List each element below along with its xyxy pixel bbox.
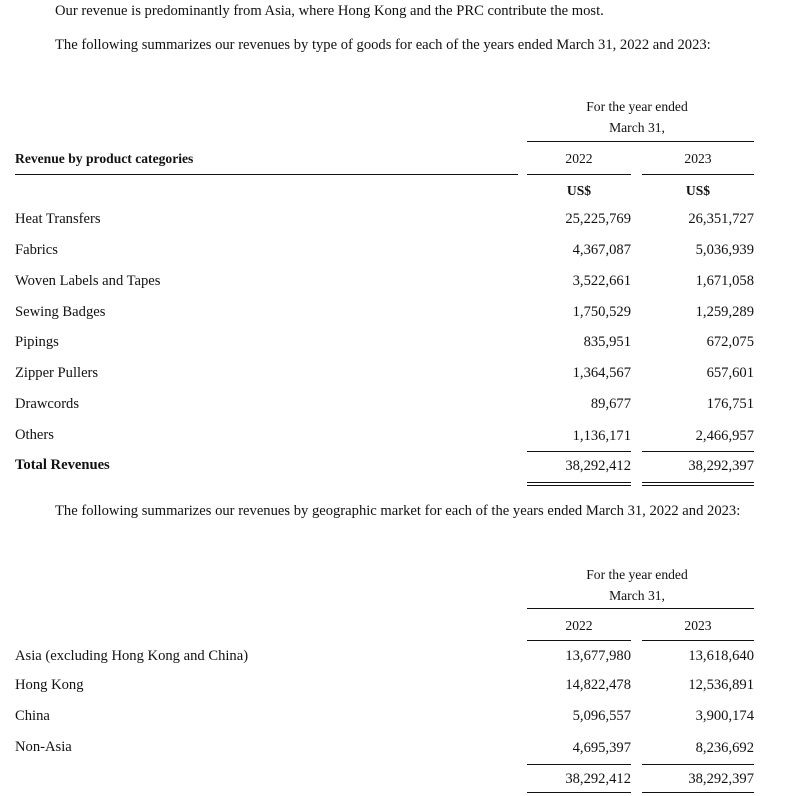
product-row-2023: 176,751 [706,396,754,412]
geo-total-rule-2022 [527,764,631,765]
geo-row-label: Hong Kong [15,677,84,693]
product-row-2023: 26,351,727 [688,211,754,227]
product-row-label: Fabrics [15,242,58,258]
product-row-label: Sewing Badges [15,304,106,320]
geo-header-underline-2023 [642,640,754,641]
geo-year-2023: 2023 [684,618,712,633]
product-row-label: Zipper Pullers [15,365,99,381]
geo-row-2022: 4,695,397 [572,740,631,756]
geo-header-rule [527,608,754,609]
product-header-line2: March 31, [609,120,665,135]
product-row-2022: 25,225,769 [565,211,631,227]
product-header-underline-2022 [527,174,631,175]
product-row-2023: 657,601 [706,365,754,381]
intro-sentence: Our revenue is predominantly from Asia, where Hong Kong and the PRC contribute the most. [55,3,604,19]
product-row-2023: 5,036,939 [695,242,754,258]
product-table-period-header [520,96,754,138]
product-currency-2023: US$ [685,183,711,198]
geo-row-label: Asia (excluding Hong Kong and China) [15,648,249,664]
geo-intro-paragraph [15,500,753,522]
product-category-header: Revenue by product categories [15,151,194,166]
product-year-2023: 2023 [684,151,712,166]
product-row-2022: 1,364,567 [572,365,631,381]
geo-total-2023: 38,292,397 [688,771,754,787]
product-row-label: Others [15,427,54,443]
product-total-double-rule-2022-b [527,485,631,486]
geo-total-double-rule-2022 [527,792,631,793]
geo-table-period-header [520,564,754,606]
product-row-2023: 2,466,957 [695,428,754,444]
geo-intro-text: The following summarizes our revenues by geographic market for each of the years ended March 31, 2022 and 2023: [55,503,741,519]
product-row-2023: 1,259,289 [695,304,754,320]
geo-row-2023: 12,536,891 [688,677,754,693]
geo-year-2022: 2022 [565,618,593,633]
product-header-underline-2023 [642,174,754,175]
geo-total-rule-2023 [642,764,754,765]
product-row-2022: 89,677 [590,396,631,412]
product-total-label: Total Revenues [15,457,110,473]
product-row-label: Heat Transfers [15,211,101,227]
geo-row-2023: 3,900,174 [695,708,754,724]
geo-row-2023: 13,618,640 [688,648,754,664]
product-total-rule-2023 [642,451,754,452]
product-row-2022: 1,750,529 [572,304,631,320]
product-total-double-rule-2023-a [642,482,754,483]
product-row-2022: 3,522,661 [572,273,631,289]
geo-total-2022: 38,292,412 [565,771,631,787]
product-row-2022: 4,367,087 [572,242,631,258]
geo-row-2022: 13,677,980 [565,648,631,664]
geo-header-underline-2022 [527,640,631,641]
geo-row-2022: 5,096,557 [572,708,631,724]
product-header-line1: For the year ended [586,99,688,114]
product-row-label: Woven Labels and Tapes [15,273,161,289]
product-row-label: Pipings [15,334,59,350]
product-row-2022: 835,951 [583,334,631,350]
product-total-2023: 38,292,397 [688,458,754,474]
product-row-2023: 672,075 [706,334,754,350]
geo-row-2023: 8,236,692 [695,740,754,756]
product-row-2022: 1,136,171 [572,428,631,444]
product-total-double-rule-2022-a [527,482,631,483]
product-row-2023: 1,671,058 [695,273,754,289]
geo-header-line2: March 31, [609,588,665,603]
product-year-2022: 2022 [565,151,593,166]
product-row-label: Drawcords [15,396,80,412]
intro-paragraph-text: The following summarizes our revenues by type of goods for each of the years ended March 31, 2022 and 2023: [55,37,711,53]
product-header-underline-label [15,174,518,175]
product-total-rule-2022 [527,451,631,452]
intro-paragraph [15,34,753,56]
product-total-2022: 38,292,412 [565,458,631,474]
product-header-rule [527,141,754,142]
product-total-double-rule-2023-b [642,485,754,486]
geo-total-double-rule-2023 [642,792,754,793]
geo-header-line1: For the year ended [586,567,688,582]
geo-row-label: China [15,708,50,724]
product-currency-2022: US$ [566,183,592,198]
geo-row-2022: 14,822,478 [565,677,631,693]
geo-row-label: Non-Asia [15,739,72,755]
